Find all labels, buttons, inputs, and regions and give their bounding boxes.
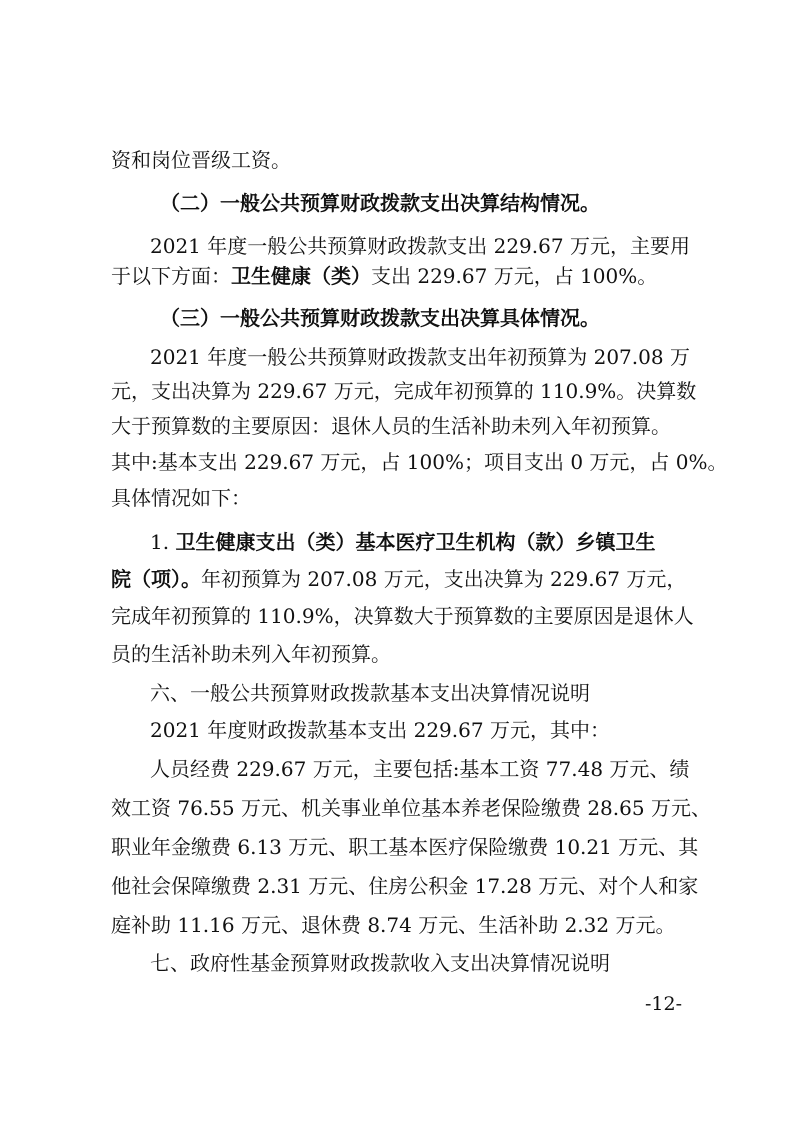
text-line: 资和岗位晋级工资。: [111, 148, 291, 172]
text-line: 元，支出决算为 229.67 万元，完成年初预算的 110.9%。决算数: [111, 379, 697, 403]
text-line: [150, 528, 707, 556]
text-line: 具体情况如下：: [111, 486, 251, 510]
section-heading-2: （二）一般公共预算财政拨款支出决算结构情况。: [160, 191, 600, 215]
text-line: 其中:基本支出 229.67 万元，占 100%；项目支出 0 万元，占 0%。: [111, 450, 728, 474]
text-line: 完成年初预算的 110.9%，决算数大于预算数的主要原因是退休人: [111, 604, 694, 628]
text-run: 年初预算为 207.08 万元，支出决算为 229.67 万元，: [201, 567, 687, 591]
section-heading-3: （三）一般公共预算财政拨款支出决算具体情况。: [160, 306, 600, 330]
section-heading-6: 六、一般公共预算财政拨款基本支出决算情况说明: [150, 681, 590, 705]
text-line: 大于预算数的主要原因：退休人员的生活补助未列入年初预算。: [111, 414, 671, 438]
bold-run: 卫生健康支出（类）基本医疗卫生机构（款）乡镇卫生: [175, 530, 656, 554]
section-heading-7: 七、政府性基金预算财政拨款收入支出决算情况说明: [150, 951, 610, 975]
text-line: 2021 年度一般公共预算财政拨款支出年初预算为 207.08 万: [150, 345, 690, 369]
text-line: 庭补助 11.16 万元、退休费 8.74 万元、生活补助 2.32 万元。: [111, 913, 676, 937]
text-line: 2021 年度一般公共预算财政拨款支出 229.67 万元，主要用: [150, 234, 690, 258]
text-line: 效工资 76.55 万元、机关事业单位基本养老保险缴费 28.65 万元、: [111, 796, 711, 820]
text-line: 2021 年度财政拨款基本支出 229.67 万元，其中：: [150, 718, 610, 742]
text-line: 员的生活补助未列入年初预算。: [111, 642, 391, 666]
text-line: [111, 565, 707, 593]
item-number: 1.: [150, 530, 176, 554]
bold-run: 卫生健康（类）: [231, 264, 371, 288]
text-line: 人员经费 229.67 万元，主要包括:基本工资 77.48 万元、绩: [150, 757, 690, 781]
text-line: [111, 262, 707, 290]
bold-run: 院（项）。: [111, 567, 201, 591]
text-run: 于以下方面：: [111, 264, 231, 288]
text-run: 支出 229.67 万元，占 100%。: [371, 264, 658, 288]
page-number: -12-: [645, 993, 683, 1015]
text-line: 职业年金缴费 6.13 万元、职工基本医疗保险缴费 10.21 万元、其: [111, 835, 699, 859]
text-line: 他社会保障缴费 2.31 万元、住房公积金 17.28 万元、对个人和家: [111, 874, 699, 898]
